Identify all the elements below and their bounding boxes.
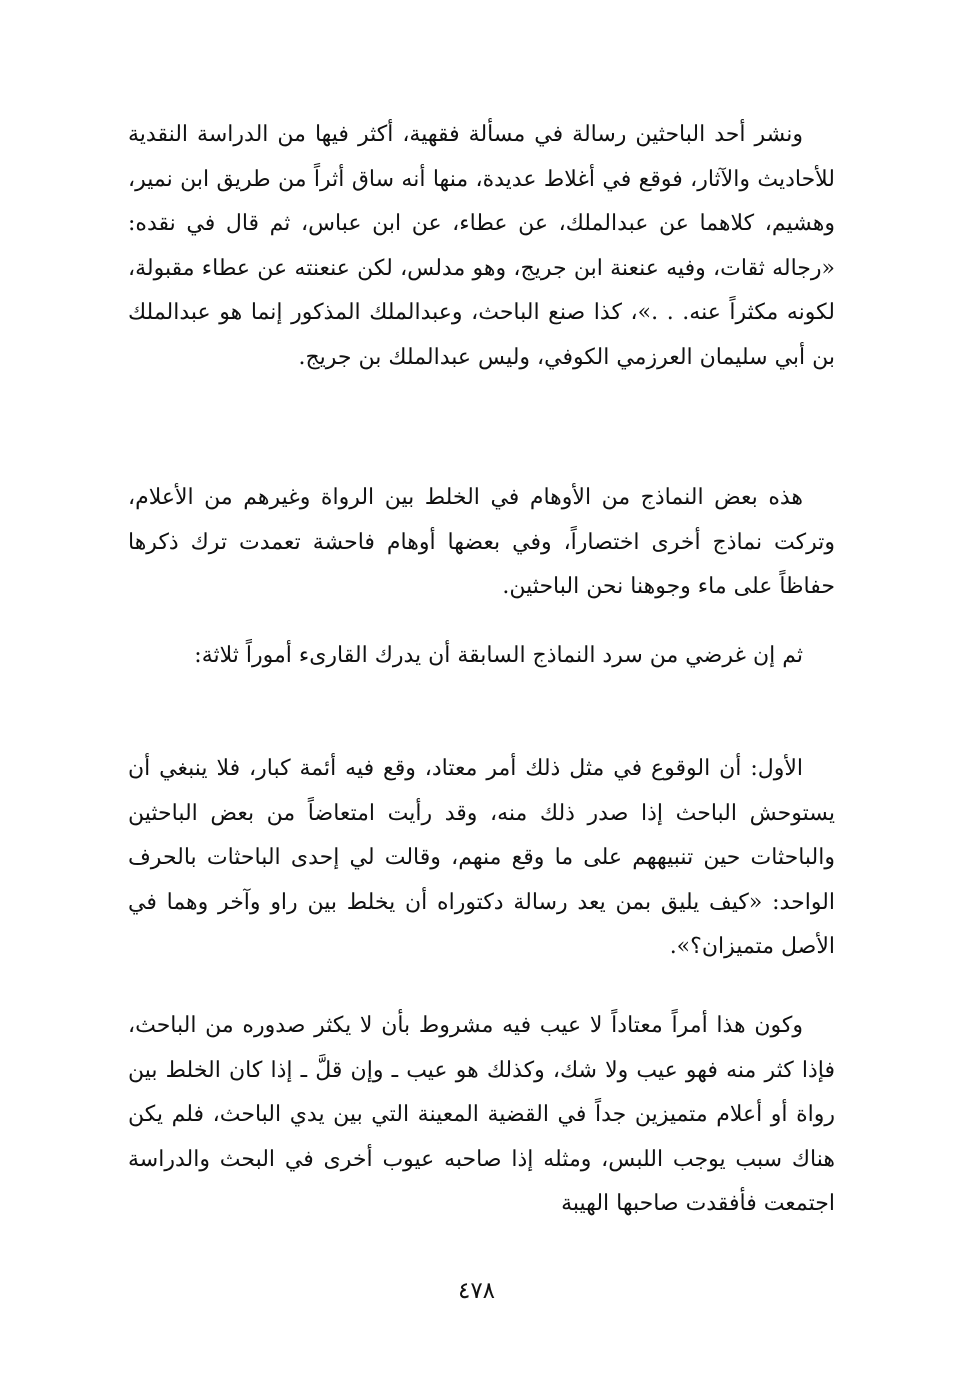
paragraph-text: وكون هذا أمراً معتاداً لا عيب فيه مشروط بأن لا يكثر صدوره من الباحث، فإذا كثر منه فهو عيب ولا شك، وكذلك هو عيب ـ وإن قلَّ ـ إذا كان الخلط بين رواة أو أعلام متميزين جداً في القضية المعينة التي بين يدي الباحث، فلم يكن هناك سبب يوجب اللبس، ومثله إذا صاحبه عيوب أخرى في البحث والدراسة اجتمعت فأفقدت صاحبها الهيبة [128,1013,835,1216]
paragraph-summary [128,476,835,610]
paragraph-text: هذه بعض النماذج من الأوهام في الخلط بين الرواة وغيرهم من الأعلام، وتركت نماذج أخرى اختصاراً، وفي بعضها أوهام فاحشة تعمدت ترك ذكرها حفاظاً على ماء وجوهنا نحن الباحثين. [128,485,835,599]
paragraph-text: ونشر أحد الباحثين رسالة في مسألة فقهية، أكثر فيها من الدراسة النقدية للأحاديث والآثار، فوقع في أغلاط عديدة، منها أنه ساق أثراً من طريق ابن نمير، وهشيم، كلاهما عن عبدالملك، عن عطاء، عن ابن عباس، ثم قال في نقده: «رجاله ثقات، وفيه عنعنة ابن جريج، وهو مدلس، لكن عنعنته عن عطاء مقبولة، لكونه مكثراً عنه. . .»، كذا صنع الباحث، وعبدالملك المذكور إنما هو عبدالملك بن أبي سليمان العرزمي الكوفي، وليس عبدالملك بن جريج. [128,122,836,370]
paragraph-purpose [128,634,835,679]
paragraph-condition [128,1004,835,1227]
paragraph-first-point [128,747,835,970]
paragraph-text: الأول: أن الوقوع في مثل ذلك أمر معتاد، وقع فيه أئمة كبار، فلا ينبغي أن يستوحش الباحث إذا صدر ذلك منه، وقد رأيت امتعاضاً من بعض الباحثين والباحثات حين تنبيههم على ما وقع منهم، وقالت لي إحدى الباحثات بالحرف الواحد: «كيف يليق بمن يعد رسالة دكتوراه أن يخلط بين راو وآخر وهما في الأصل متميزان؟». [128,756,835,959]
paragraph-text: ثم إن غرضي من سرد النماذج السابقة أن يدرك القارىء أموراً ثلاثة: [194,643,803,668]
page-number: ٤٧٨ [457,1278,496,1304]
paragraph-ibn-jurayj-example [128,113,835,380]
